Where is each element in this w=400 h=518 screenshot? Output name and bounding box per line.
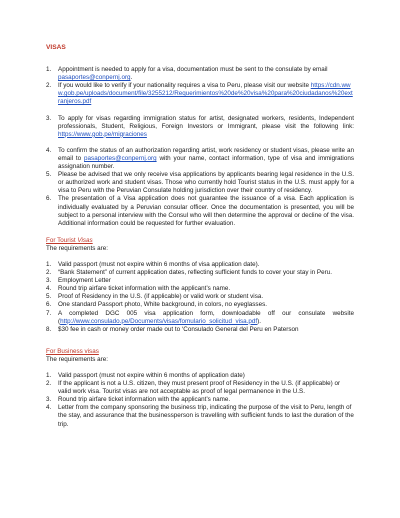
business-requirements-list	[46, 372, 354, 429]
item-text: Please be advised that we only receive visa applications by applicants bearing legal residence in the U.S. or authorized work and student visas. Those who currently hold Tourist status in the U.S. must apply for a visa to Peru with the Peruvian Consulate holding jurisdiction over their country of residency.	[58, 171, 354, 195]
item-number: 3.	[46, 396, 52, 404]
business-visa-heading: For Business visas	[46, 347, 99, 355]
page-title: VISAS	[46, 44, 66, 51]
item-text-after: ).	[257, 317, 262, 325]
item-text: Valid passport (must not expire within 6 months of application date)	[58, 372, 245, 379]
item-text: “Bank Statement” of current application dates, reflecting sufficient funds to cover your stay in Peru.	[58, 269, 332, 277]
item-number: 3.	[46, 277, 52, 285]
list-item	[46, 310, 354, 326]
heading-emphasis: Visas	[77, 236, 93, 244]
list-item	[46, 147, 354, 171]
item-number: 2.	[46, 380, 52, 388]
list-item	[46, 261, 354, 269]
item-text: To confirm the status of an authorization regarding artist, work residency or student visas, please write an email to	[58, 146, 354, 162]
item-number: 8.	[46, 325, 52, 333]
visa-form-link[interactable]: http://www.consulado.pe/Documents/visas/fomulario_solicitud_visa.pdf	[60, 317, 258, 325]
item-text: Valid passport (must not expire within 6 months of visa application date).	[58, 260, 260, 268]
list-item	[46, 293, 354, 301]
item-number: 2.	[46, 269, 52, 277]
item-text: Appointment is needed to apply for a visa, documentation must be sent to the consulate by email	[58, 66, 328, 74]
list-item	[46, 115, 354, 139]
item-number: 5.	[46, 171, 52, 179]
list-item	[46, 171, 354, 195]
item-text: Proof of Residency in the U.S. (if applicable) or valid work or student visa.	[58, 293, 264, 301]
item-text: If the applicant is not a U.S. citizen, they must present proof of Residency in the U.S. (if applicable) or valid work visa. Tourist visas are not acceptable as proof of legal permanence in the U.S.	[58, 380, 341, 396]
list-item	[46, 285, 354, 293]
item-text: A completed DGC 005 visa application form, downloadable off our consulate website (	[58, 309, 354, 325]
item-text: One standard Passport photo, White background, in colors, no eyeglasses.	[58, 301, 267, 309]
item-text: Employment Letter	[58, 277, 111, 285]
list-item	[46, 404, 354, 428]
item-number: 4.	[46, 404, 52, 412]
list-item	[46, 301, 354, 309]
requirements-label: The requirements are:	[46, 244, 108, 252]
heading-text: For Tourist	[46, 236, 78, 244]
list-item	[46, 269, 354, 277]
item-text-after: with your name, contact information, type of visa and immigrations assignation number.	[58, 154, 354, 171]
email-link[interactable]: pasaportes@conpernj.org	[58, 74, 131, 82]
item-number: 5.	[46, 293, 52, 301]
list-item	[46, 372, 354, 380]
requirements-label: The requirements are:	[46, 355, 108, 363]
migraciones-link[interactable]: https://www.gob.pe/migraciones	[58, 130, 147, 138]
list-item	[46, 82, 354, 106]
item-text: Round trip airfare ticket information with the applicant’s name.	[58, 396, 231, 404]
item-text: The presentation of a Visa application does not guarantee the issuance of a visa. Each application is individually evaluated by a Peruvian consular officer. Once the documentation is presented, you will be subject to a personal interview with the Consul who will then determine the approval or decline of the visa. Additional information could be requested for further evaluation.	[58, 195, 354, 227]
list-item	[46, 277, 354, 285]
list-item	[46, 195, 354, 227]
item-text: To apply for visas regarding immigration status for artist, designated workers, residents, Independent professionals, Student, Religious, Foreign Investors or Immigrant, please visit the following link:	[58, 114, 354, 130]
item-number: 2.	[46, 82, 52, 90]
item-text: $30 fee in cash or money order made out to ‘Consulado General del Peru en Paterson	[58, 325, 299, 333]
list-item	[46, 326, 354, 334]
tourist-visa-heading	[46, 237, 354, 245]
item-number: 1.	[46, 260, 52, 268]
item-text: Round trip airfare ticket information with the applicant’s name.	[58, 285, 231, 293]
item-number: 1.	[46, 372, 52, 379]
list-item	[46, 66, 354, 82]
item-number: 6.	[46, 301, 52, 309]
item-number: 3.	[46, 114, 52, 122]
tourist-requirements-list	[46, 261, 354, 334]
item-number: 4.	[46, 146, 52, 154]
list-item	[46, 396, 354, 404]
item-text: If you would like to verify if your nationality requires a visa to Peru, please visit our website	[58, 82, 311, 90]
email-link[interactable]: pasaportes@conpernj.org	[84, 154, 157, 162]
intro-list	[46, 66, 354, 228]
item-text: Letter from the company sponsoring the business trip, indicating the purpose of the visit to Peru, length of the stay, and assurance that the businessperson is travelling with sufficient funds to last the duration of the trip.	[58, 404, 354, 428]
item-number: 6.	[46, 195, 52, 203]
item-text-after: .	[130, 74, 133, 82]
item-number: 1.	[46, 66, 52, 74]
list-item	[46, 380, 354, 396]
visa-requirements-link[interactable]: https://cdn.www.gob.pe/uploads/document/file/3255212/Requerimientos%20de%20visa%20para%20ciudadanos%20extranjeros.pdf	[58, 82, 353, 106]
item-number: 7.	[46, 309, 52, 317]
item-number: 4.	[46, 285, 52, 293]
